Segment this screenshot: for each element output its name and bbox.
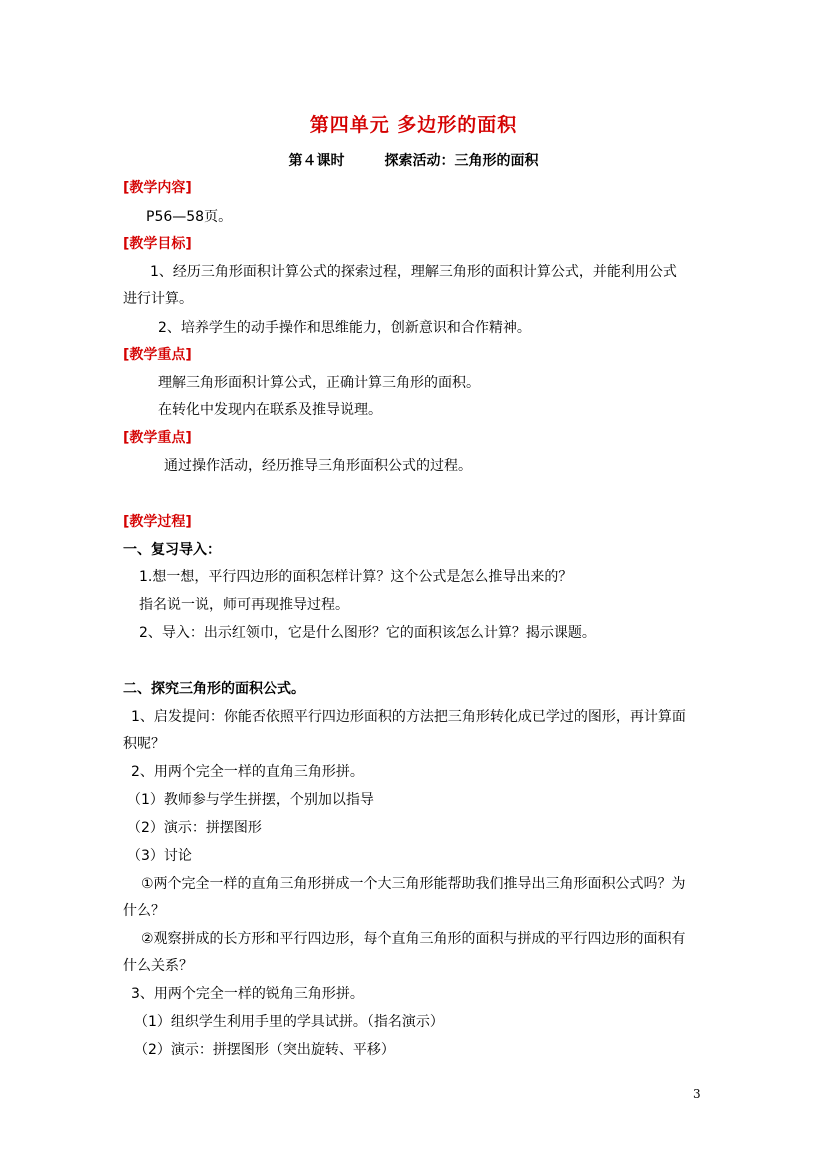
explore-item-1-line-2: 积呢？	[123, 736, 165, 752]
goal-heading: [教学目标]	[123, 236, 192, 252]
content-heading: [教学内容]	[123, 180, 192, 196]
page-title: 第四单元 多边形的面积	[309, 114, 518, 136]
discussion-1-line-2: 什么？	[123, 903, 165, 919]
review-item-2: 2、导入：出示红领巾，它是什么图形？它的面积该怎么计算？揭示课题。	[139, 625, 596, 641]
discussion-2-line-1: ②观察拼成的长方形和平行四边形，每个直角三角形的面积与拼成的平行四边形的面积有	[141, 931, 686, 947]
explore-item-1-line-1: 1、启发提问：你能否依照平行四边形面积的方法把三角形转化成已学过的图形，再计算面	[131, 709, 686, 725]
lesson-subtitle	[0, 150, 827, 170]
explore-item-2-sub-3: （3）讨论	[127, 848, 192, 864]
discussion-2-line-2: 什么关系？	[123, 958, 193, 974]
content-text: P56—58页。	[146, 209, 233, 225]
explore-item-2-sub-2: （2）演示：拼摆图形	[127, 820, 262, 836]
explore-item-3-sub-2: （2）演示：拼摆图形（突出旋转、平移）	[134, 1042, 395, 1058]
key-heading: [教学重点]	[123, 347, 192, 363]
goal-2: 2、培养学生的动手操作和思维能力，创新意识和合作精神。	[158, 320, 531, 336]
goal-1-line-1: 1、经历三角形面积计算公式的探索过程，理解三角形的面积计算公式，并能利用公式	[150, 264, 677, 280]
key-point-1: 理解三角形面积计算公式，正确计算三角形的面积。	[158, 375, 480, 391]
part-1-heading: 一、复习导入：	[123, 542, 221, 558]
goal-1-line-2: 进行计算。	[123, 291, 193, 307]
explore-item-2-sub-1: （1）教师参与学生拼摆，个别加以指导	[127, 792, 374, 808]
explore-item-3-sub-1: （1）组织学生利用手里的学具试拼。（指名演示）	[134, 1014, 444, 1030]
explore-item-2: 2、用两个完全一样的直角三角形拼。	[131, 764, 364, 780]
part-2-heading: 二、探究三角形的面积公式。	[123, 681, 305, 697]
page-number: 3	[693, 1087, 701, 1101]
discussion-1-line-1: ①两个完全一样的直角三角形拼成一个大三角形能帮助我们推导出三角形面积公式吗？为	[141, 876, 686, 892]
review-item-1-note: 指名说一说，师可再现推导过程。	[139, 597, 349, 613]
review-item-1: 1.想一想，平行四边形的面积怎样计算？这个公式是怎么推导出来的？	[139, 569, 573, 585]
difficulty-point-1: 通过操作活动，经历推导三角形面积公式的过程。	[164, 458, 472, 474]
process-heading: [教学过程]	[123, 514, 192, 530]
key-point-2: 在转化中发现内在联系及推导说理。	[158, 402, 382, 418]
explore-item-3: 3、用两个完全一样的锐角三角形拼。	[131, 986, 364, 1002]
lesson-topic: 探索活动：三角形的面积	[384, 153, 539, 169]
lesson-number: 第４课时	[288, 153, 345, 169]
difficulty-heading: [教学重点]	[123, 430, 192, 446]
